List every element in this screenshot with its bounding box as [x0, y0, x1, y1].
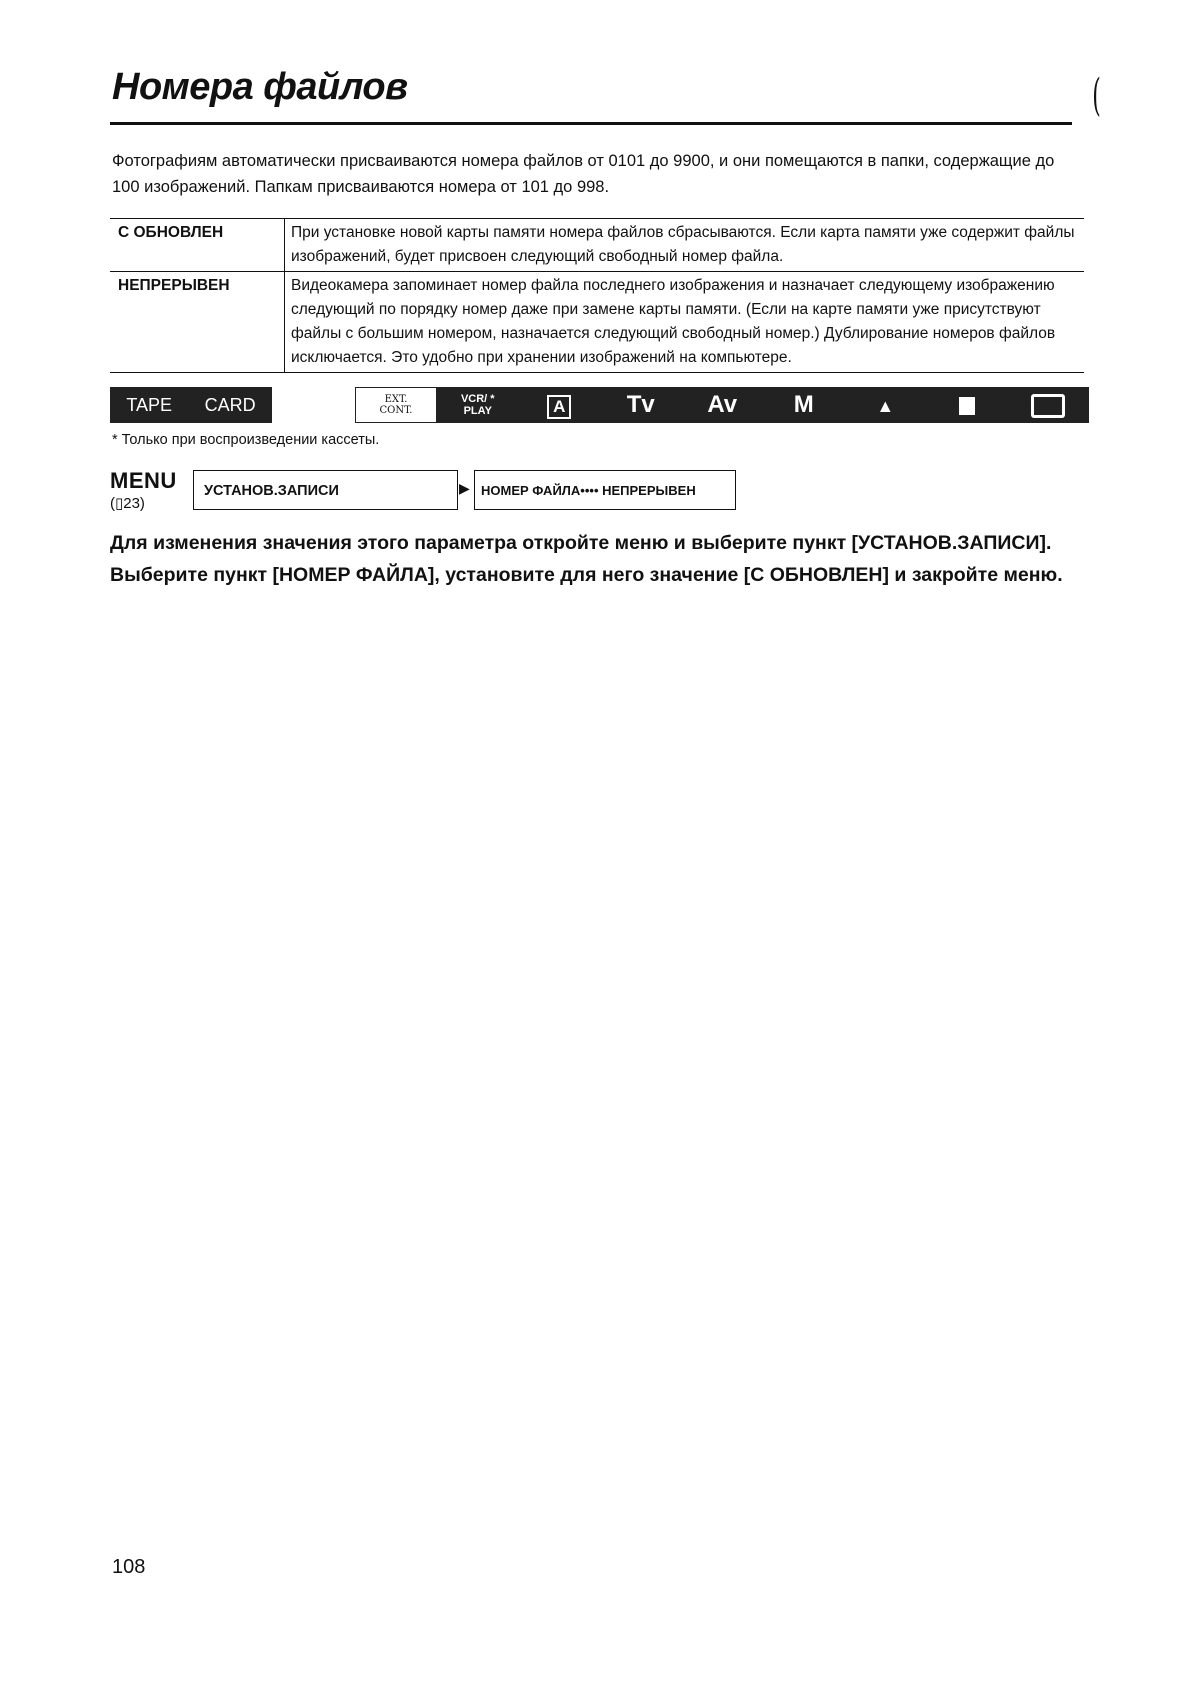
mode-m: M	[793, 391, 814, 418]
mode-vcr-play	[437, 393, 519, 417]
mode-card: CARD	[204, 394, 256, 415]
mode-night	[926, 391, 1008, 419]
table-row	[110, 219, 1084, 272]
mode-ext-cont	[355, 387, 437, 423]
page-title: Номера файлов	[112, 66, 408, 108]
widescreen-icon	[1031, 394, 1065, 418]
title-rule	[110, 122, 1072, 125]
mode-scene	[845, 391, 927, 419]
mode-tape: TAPE	[126, 394, 172, 415]
shooting-mode-bar	[355, 387, 1089, 423]
option-name: С ОБНОВЛЕН	[118, 224, 224, 241]
media-mode-bar	[110, 387, 272, 423]
mode-auto	[519, 391, 601, 419]
night-mode-icon	[959, 397, 975, 415]
option-description: При установке новой карты памяти номера файлов сбрасываются. Если карта памяти уже содержит файлы изображений, будет присвоен следующий свободный номер файла.	[285, 219, 1085, 272]
option-description: Видеокамера запоминает номер файла последнего изображения и назначает следующему изображению следующий по порядку номер даже при замене карты памяти. (Если на карте памяти уже присутствуют файлы с большим номером, назначается следующий свободный номер.) Дублирование номеров файлов исключается. Это удобно при хранении изображений на компьютере.	[285, 272, 1085, 373]
mode-ext-line1: EXT.	[384, 394, 408, 405]
page-number: 108	[112, 1556, 146, 1578]
option-name: НЕПРЕРЫВЕН	[118, 277, 230, 294]
edge-mark: (	[1092, 70, 1101, 121]
menu-arrow-icon: ▶	[459, 480, 470, 496]
mode-tv: Tv	[626, 391, 655, 418]
options-table	[110, 218, 1084, 373]
scene-mode-icon: ▲	[876, 396, 895, 416]
menu-path-record-setup: УСТАНОВ.ЗАПИСИ	[193, 470, 458, 510]
mode-av: Av	[707, 391, 738, 418]
instruction: Для изменения значения этого параметра откройте меню и выберите пункт [УСТАНОВ.ЗАПИСИ]. Выберите пункт [НОМЕР ФАЙЛА], установите для него значение [С ОБНОВЛЕН] и закройте меню.	[110, 532, 1063, 586]
mode-vcr-line2: PLAY	[463, 405, 492, 417]
mode-vcr-line1: VCR/ *	[460, 393, 495, 405]
menu-path-file-number: НОМЕР ФАЙЛА•••• НЕПРЕРЫВЕН	[474, 470, 736, 510]
mode-wide	[1008, 391, 1090, 419]
mode-ext-line2: CONT.	[379, 405, 413, 416]
intro-paragraph: Фотографиям автоматически присваиваются номера файлов от 0101 до 9900, и они помещаются в папки, содержащие до 100 изображений. Папкам присваиваются номера от 101 до 998.	[112, 152, 1055, 196]
footnote: * Только при воспроизведении кассеты.	[112, 432, 380, 448]
menu-page-ref: (▯23)	[110, 495, 145, 512]
menu-label: MENU	[110, 468, 177, 493]
auto-mode-icon: A	[547, 395, 571, 419]
table-row	[110, 272, 1084, 373]
